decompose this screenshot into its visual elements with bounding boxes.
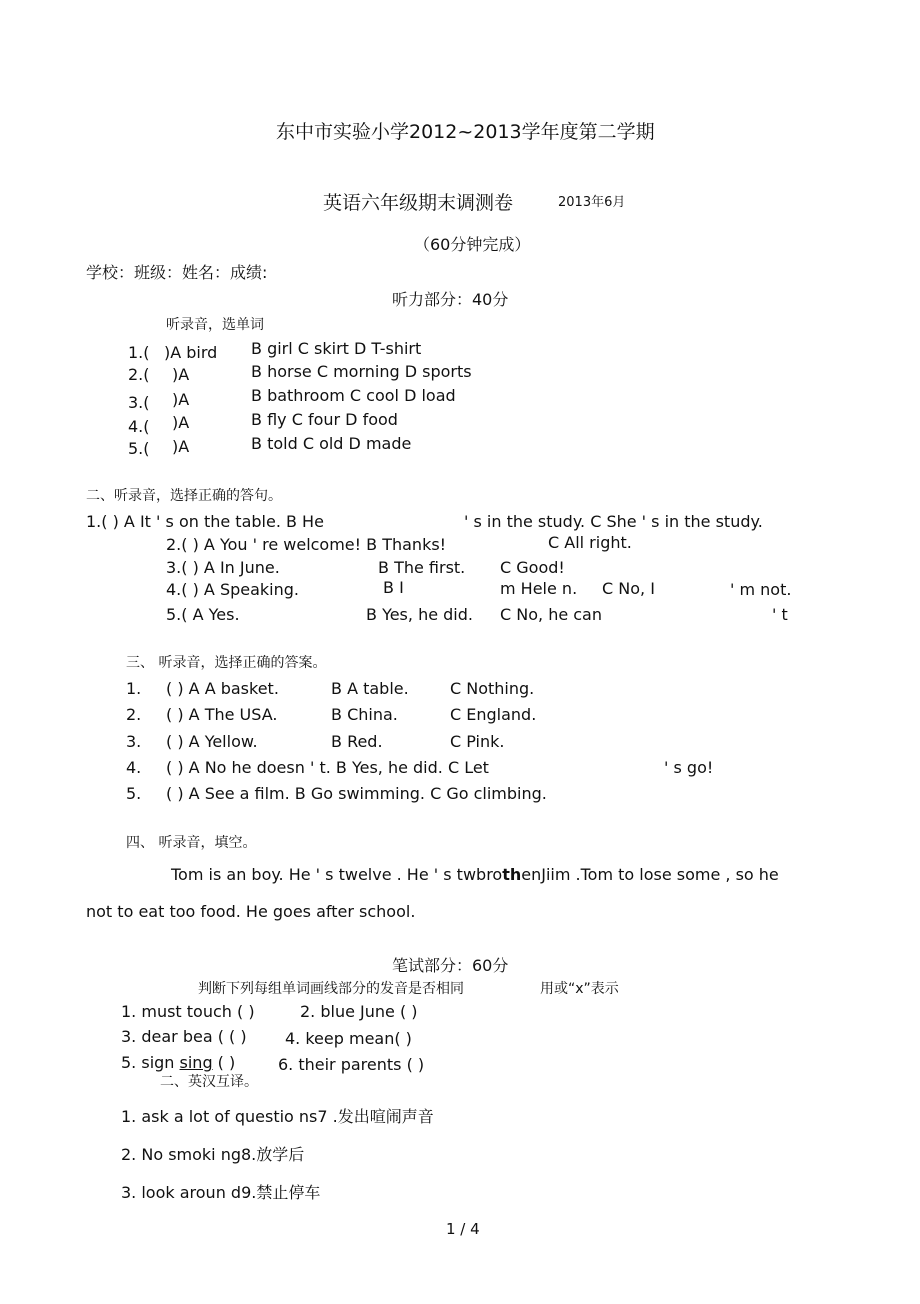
exam-date: 2013年6月 <box>558 195 626 210</box>
item-number: 4.( <box>128 417 150 436</box>
question-text: 1.( ) A It ' s on the table. B He <box>86 512 324 531</box>
listening-part1-title: 听录音，选单词 <box>166 317 264 333</box>
question-text: ( ) A No he doesn ' t. B Yes, he did. C Let <box>166 758 489 777</box>
underlined-word: sing <box>179 1053 213 1072</box>
options-bcd: B bathroom C cool D load <box>251 386 456 405</box>
option-a: ( ) A A basket. <box>166 679 279 698</box>
written-part2-title: 二、英汉互译。 <box>160 1074 258 1090</box>
option-b: B The first. <box>378 558 466 577</box>
item-number: 4. <box>126 758 142 777</box>
question-text: 5.( A Yes. <box>166 605 240 624</box>
exam-subtitle: 英语六年级期末调测卷 <box>323 192 514 214</box>
question-text: 3.( ) A In June. <box>166 558 280 577</box>
item-number: 3.( <box>128 393 150 412</box>
option-a: )A bird <box>164 343 218 362</box>
cloze-text: Tom is an boy. He ' s twelve . He ' s twbro <box>171 865 503 884</box>
options-bcd: B horse C morning D sports <box>251 362 472 381</box>
listening-heading: 听力部分：40分 <box>392 290 509 309</box>
written-heading: 笔试部分：60分 <box>392 956 509 975</box>
option-c: C Pink. <box>450 732 505 751</box>
exam-duration: （60分钟完成） <box>414 235 531 254</box>
written-part1-instruction: 判断下列每组单词画线部分的发音是否相同 <box>198 981 464 997</box>
item-text: ( ) <box>212 1053 236 1072</box>
list-item: 2. No smoki ng8.放学后 <box>121 1145 305 1164</box>
option-a: )A <box>172 437 190 456</box>
listening-part4-title: 四、 听录音，填空。 <box>126 835 257 851</box>
option-c-continued: ' m not. <box>730 580 792 599</box>
list-item: 1. must touch ( ) <box>121 1002 255 1021</box>
cloze-text-bold: th <box>502 865 522 884</box>
option-c: C England. <box>450 705 537 724</box>
student-info-line: 学校：班级：姓名：成绩: <box>86 263 268 282</box>
item-number: 2.( <box>128 365 150 384</box>
option-b: B A table. <box>331 679 409 698</box>
question-text-continued: ' s in the study. C She ' s in the study. <box>464 512 763 531</box>
list-item: 4. keep mean( ) <box>285 1029 412 1048</box>
question-text: 2.( ) A You ' re welcome! B Thanks! <box>166 535 447 554</box>
option-c: C Good! <box>500 558 565 577</box>
option-c: C No, I <box>602 579 655 598</box>
page-title: 东中市实验小学2012~2013学年度第二学期 <box>276 121 655 143</box>
question-text: ( ) A See a film. B Go swimming. C Go climbing. <box>166 784 547 803</box>
options-bcd: B fly C four D food <box>251 410 398 429</box>
list-item: 3. dear bea ( ( ) <box>121 1027 247 1046</box>
option-a: )A <box>172 413 190 432</box>
item-number: 5.( <box>128 439 150 458</box>
question-text: 4.( ) A Speaking. <box>166 580 300 599</box>
option-b: B Yes, he did. <box>366 605 473 624</box>
option-c: C Nothing. <box>450 679 535 698</box>
option-b: B China. <box>331 705 398 724</box>
list-item <box>121 1053 235 1073</box>
option-a: ( ) A The USA. <box>166 705 278 724</box>
cloze-line-1 <box>171 865 779 885</box>
option-c: C All right. <box>548 533 632 552</box>
list-item: 6. their parents ( ) <box>278 1055 425 1074</box>
list-item: 1. ask a lot of questio ns7 .发出喧闹声音 <box>121 1107 434 1126</box>
list-item: 2. blue June ( ) <box>300 1002 418 1021</box>
page-number: 1 / 4 <box>446 1220 480 1238</box>
options-bcd: B girl C skirt D T-shirt <box>251 339 422 358</box>
cloze-text: enJiim .Tom to lose some , so he <box>521 865 779 884</box>
listening-part2-title: 二、听录音，选择正确的答句。 <box>86 488 282 504</box>
cloze-line-2: not to eat too food. He goes after school. <box>86 902 416 921</box>
option-a: )A <box>172 390 190 409</box>
question-text-continued: ' s go! <box>664 758 714 777</box>
option-c-continued: ' t <box>772 605 788 624</box>
written-part1-instruction-continued: 用或“x”表示 <box>540 981 619 997</box>
item-number: 1. <box>126 679 142 698</box>
item-text: 5. sign <box>121 1053 180 1072</box>
list-item: 3. look aroun d9.禁止停车 <box>121 1183 321 1202</box>
option-b-continued: m Hele n. <box>500 579 578 598</box>
item-number: 2. <box>126 705 142 724</box>
option-a: ( ) A Yellow. <box>166 732 258 751</box>
item-number: 5. <box>126 784 142 803</box>
option-b: B I <box>383 578 404 597</box>
listening-part3-title: 三、 听录音，选择正确的答案。 <box>126 655 327 671</box>
options-bcd: B told C old D made <box>251 434 412 453</box>
item-number: 3. <box>126 732 142 751</box>
option-c: C No, he can <box>500 605 602 624</box>
item-number: 1.( <box>128 343 150 362</box>
option-b: B Red. <box>331 732 383 751</box>
option-a: )A <box>172 365 190 384</box>
